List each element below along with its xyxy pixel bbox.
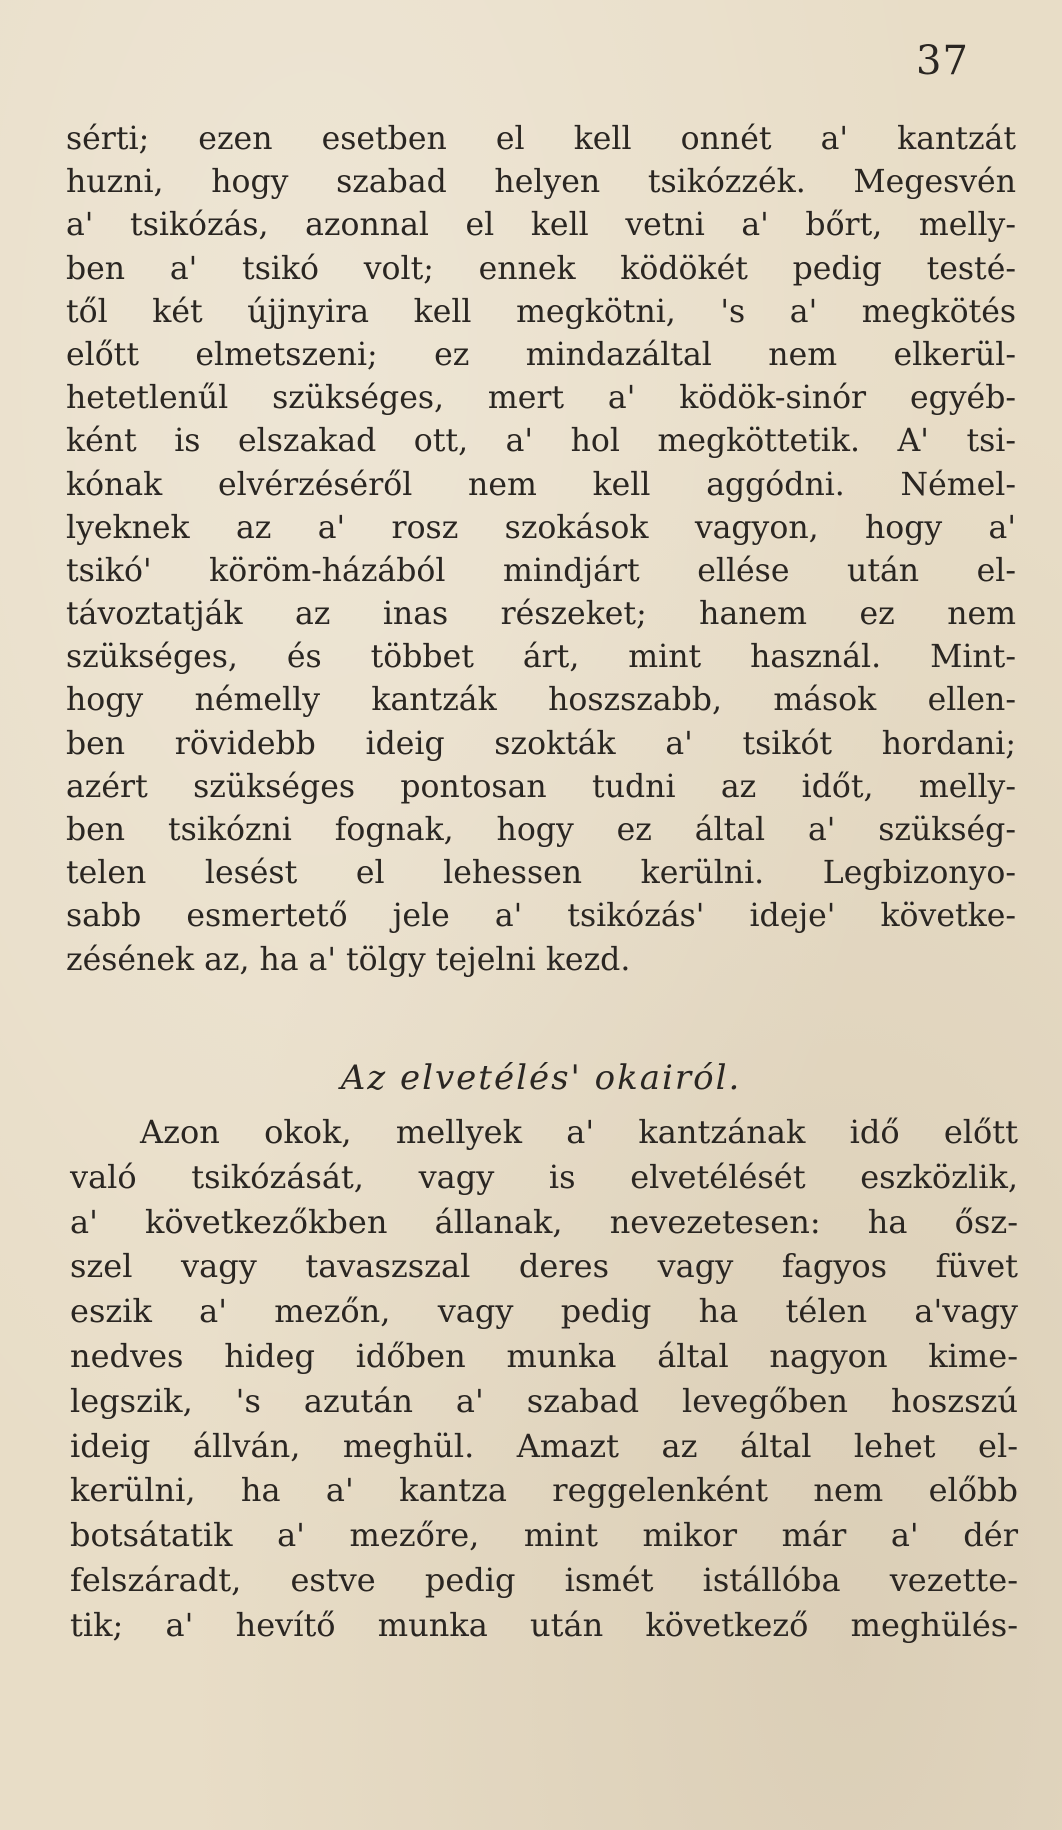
- text-line: sabb esmertető jele a' tsikózás' ideje' követke-: [66, 898, 1016, 935]
- text-line: nedves hideg időben munka által nagyon kime-: [70, 1336, 1018, 1375]
- text-line: ként is elszakad ott, a' hol megköttetik. A' tsi-: [66, 423, 1016, 460]
- text-line-first: Azon okok, mellyek a' kantzának idő előtt: [140, 1113, 1018, 1151]
- text-line: a' következőkben állanak, nevezetesen: ha ősz-: [70, 1202, 1018, 1241]
- text-line: előtt elmetszeni; ez mindazáltal nem elkerül-: [66, 336, 1016, 373]
- text-line: legszik, 's azután a' szabad levegőben hoszszú: [70, 1381, 1018, 1420]
- text-line-last: zésének az, ha a' tölgy tejelni kezd.: [66, 941, 631, 978]
- text-line: hetetlenűl szükséges, mert a' ködök-sinór egyéb-: [66, 380, 1016, 417]
- text-line: huzni, hogy szabad helyen tsikózzék. Megesvén: [66, 164, 1016, 201]
- text-line: lyeknek az a' rosz szokások vagyon, hogy a': [66, 509, 1016, 546]
- text-line: szükséges, és többet árt, mint használ. Mint-: [66, 639, 1016, 676]
- text-line: től két újjnyira kell megkötni, 's a' megkötés: [66, 293, 1016, 330]
- text-line: telen lesést el lehessen kerülni. Legbizonyo-: [66, 855, 1016, 892]
- text-line: hogy némelly kantzák hoszszabb, mások ellen-: [66, 682, 1016, 719]
- text-line: ideig állván, meghül. Amazt az által lehet el-: [70, 1426, 1018, 1465]
- text-line: eszik a' mezőn, vagy pedig ha télen a'vagy: [70, 1292, 1018, 1331]
- text-line: szel vagy tavaszszal deres vagy fagyos füvet: [70, 1247, 1018, 1286]
- text-line: ben tsikózni fognak, hogy ez által a' szükség-: [66, 812, 1016, 848]
- text-line: távoztatják az inas részeket; hanem ez nem: [66, 596, 1016, 633]
- paragraph-continued: [66, 118, 1016, 982]
- text-line: kerülni, ha a' kantza reggelenként nem előbb: [70, 1471, 1018, 1510]
- text-line: való tsikózását, vagy is elvetélését eszközlik,: [70, 1157, 1018, 1196]
- text-line: ben rövidebb ideig szokták a' tsikót hordani;: [66, 725, 1016, 762]
- text-line: kónak elvérzéséről nem kell aggódni. Némel-: [66, 466, 1016, 503]
- section-heading: Az elvetélés' okairól.: [340, 1058, 742, 1098]
- text-line: ben a' tsikó volt; ennek ködökét pedig testé-: [66, 250, 1016, 287]
- text-line: felszáradt, estve pedig ismét istállóba vezette-: [70, 1560, 1018, 1599]
- paragraph-causes: [70, 1110, 1018, 1648]
- page-number: 37: [916, 38, 969, 84]
- text-line: tsikó' köröm-házából mindjárt ellése után el-: [66, 552, 1016, 589]
- text-line: sérti; ezen esetben el kell onnét a' kantzát: [66, 121, 1016, 157]
- text-line: tik; a' hevítő munka után következő meghülés-: [70, 1605, 1018, 1644]
- text-line: azért szükséges pontosan tudni az időt, melly-: [66, 768, 1016, 805]
- text-line: a' tsikózás, azonnal el kell vetni a' bőrt, melly-: [66, 207, 1016, 244]
- text-line: botsátatik a' mezőre, mint mikor már a' dér: [70, 1516, 1018, 1555]
